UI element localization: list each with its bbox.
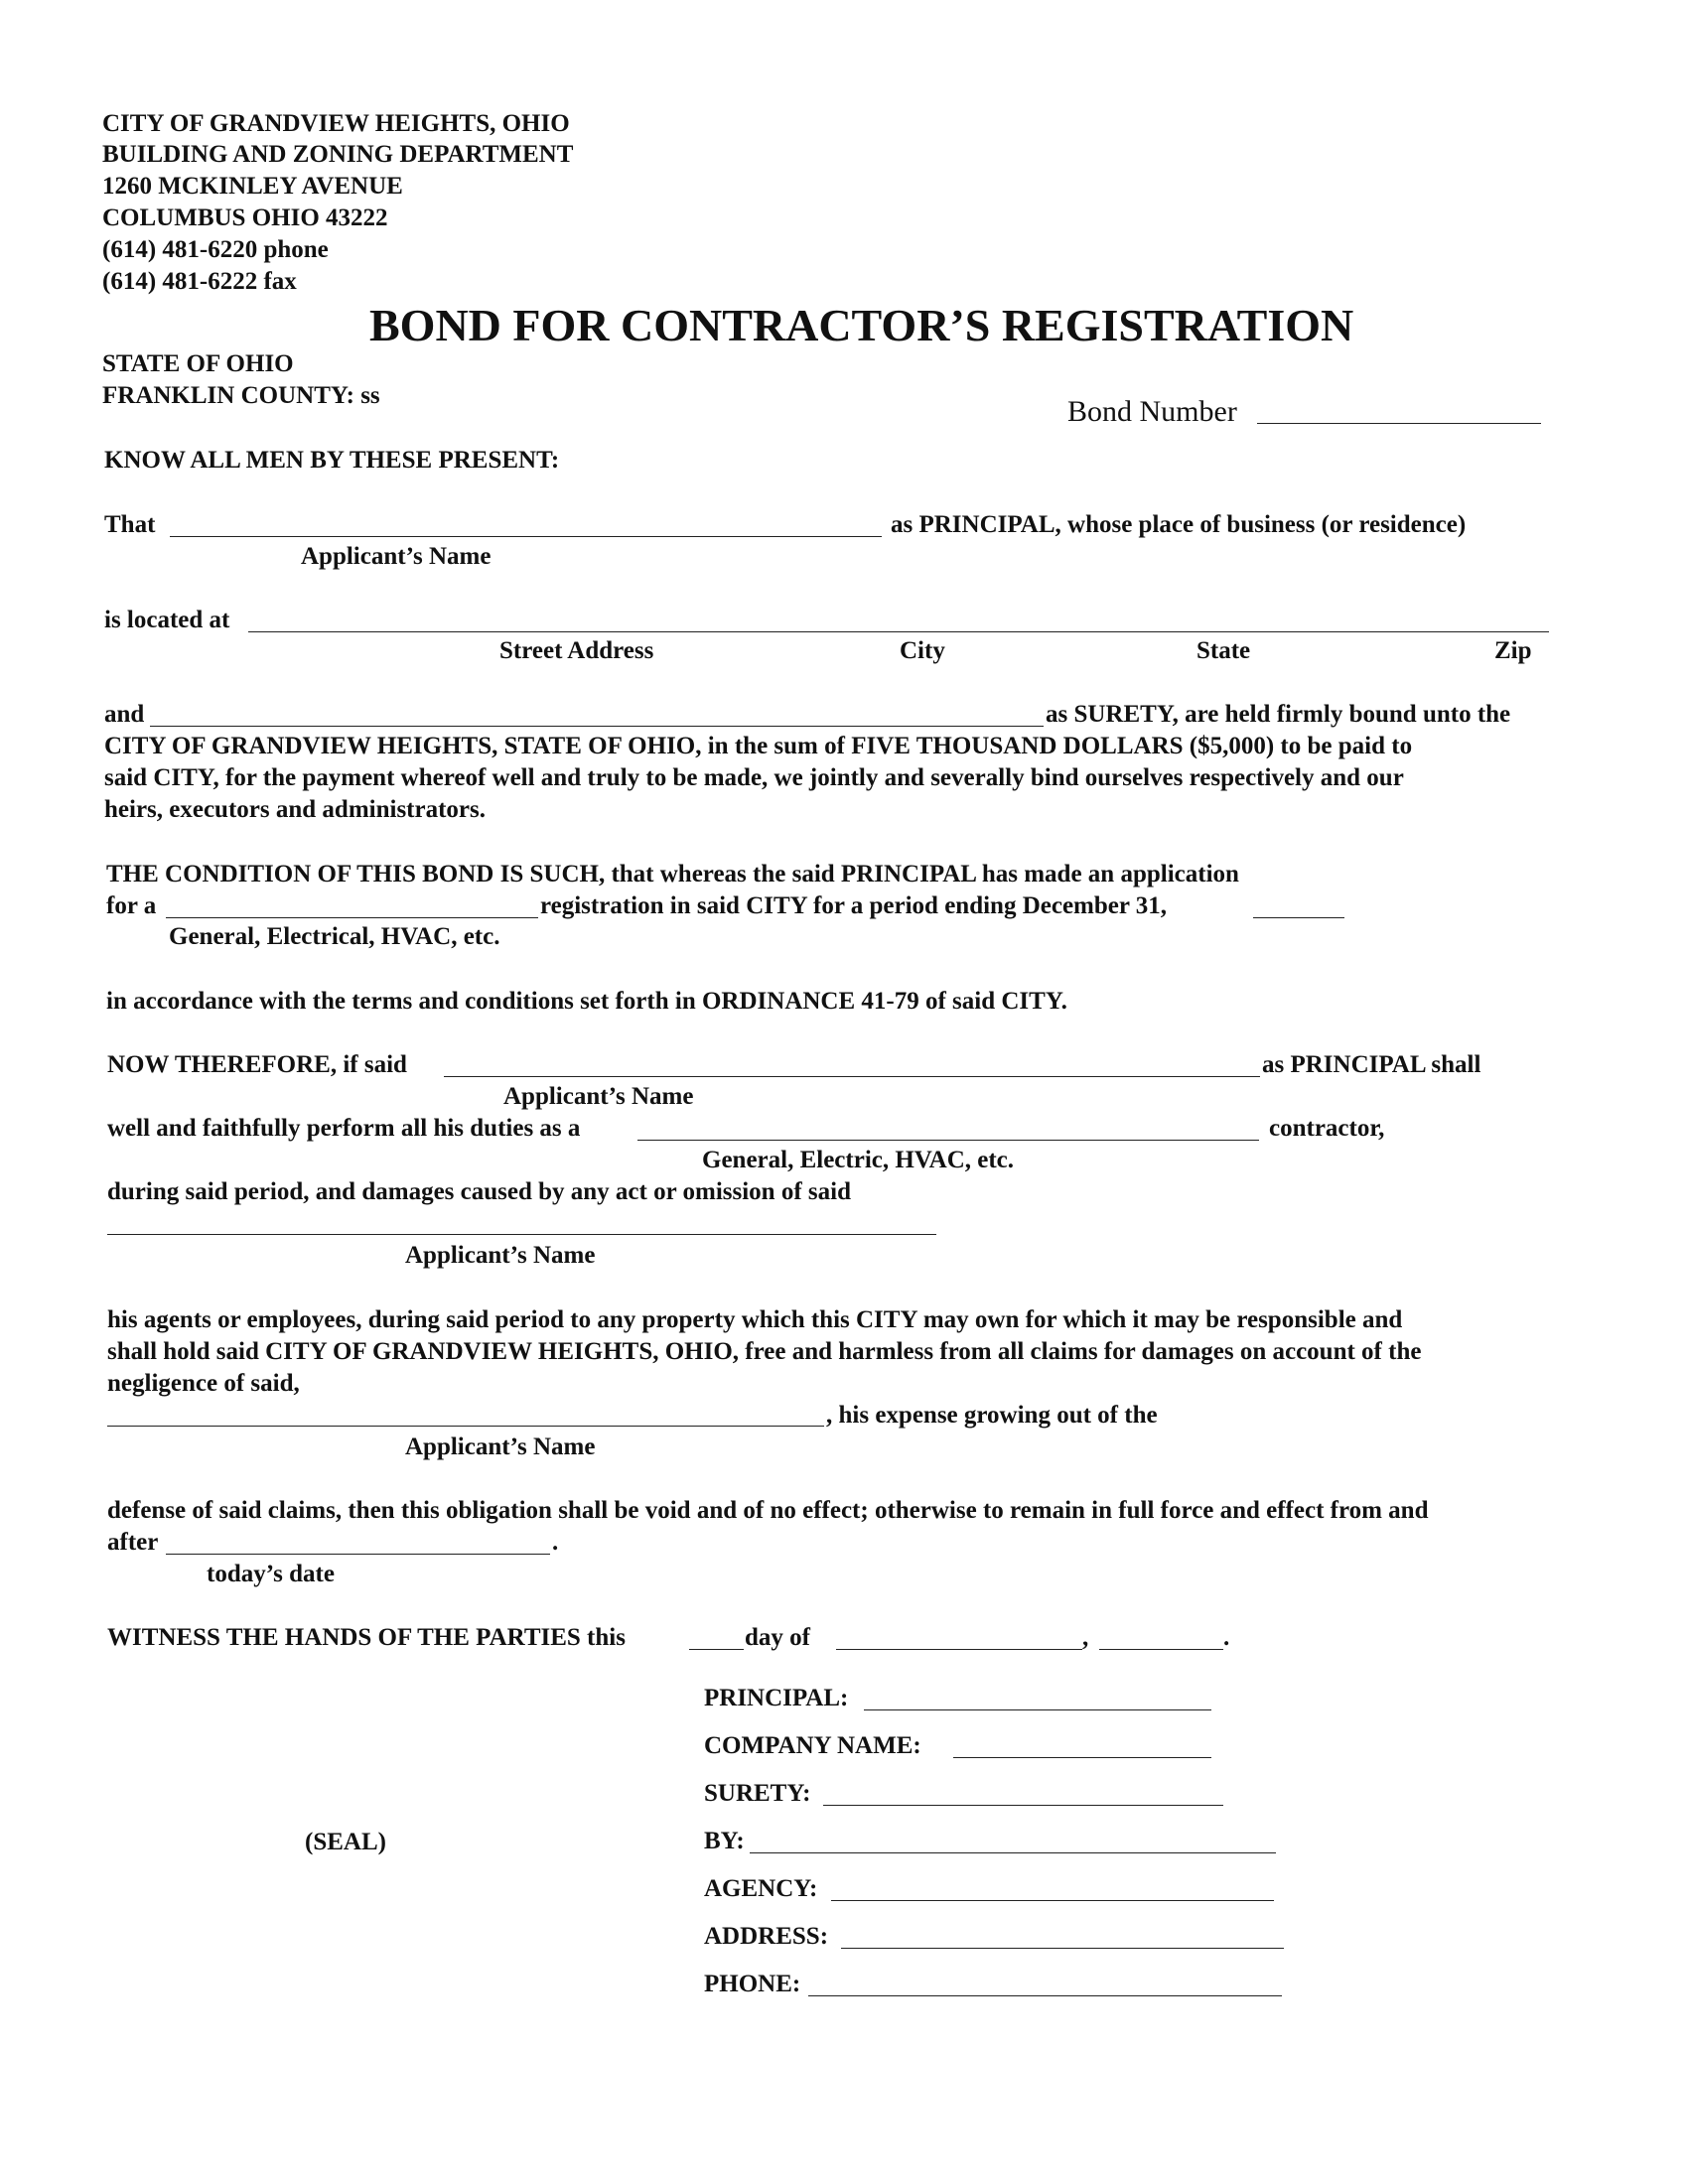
contractor-type-caption: General, Electric, HVAC, etc.: [702, 1147, 1015, 1173]
defense-text: defense of said claims, then this obligation shall be void and of no effect; otherwise to remain in full force and effect from and: [107, 1497, 1429, 1524]
phone-sig-line: [808, 1995, 1282, 1996]
for-a-label: for a: [106, 892, 157, 919]
contractor-type-line: [637, 1140, 1259, 1141]
surety-text-line-2: said CITY, for the payment whereof well and truly to be made, we jointly and severally bind ourselves respectively and our: [104, 764, 1404, 791]
phone-sig-label: PHONE:: [704, 1971, 801, 1997]
principal-name-field[interactable]: [174, 508, 879, 534]
now-therefore-text: NOW THEREFORE, if said: [107, 1051, 407, 1078]
witness-year-field[interactable]: [1102, 1621, 1221, 1647]
negligence-applicant-caption: Applicant’s Name: [405, 1433, 596, 1460]
witness-comma: ,: [1082, 1624, 1089, 1651]
header-department: BUILDING AND ZONING DEPARTMENT: [102, 141, 574, 168]
address-field[interactable]: [253, 604, 1544, 629]
and-label: and: [104, 701, 145, 728]
after-date-field[interactable]: [169, 1526, 546, 1552]
that-label: That: [104, 511, 156, 538]
witness-month-field[interactable]: [839, 1621, 1079, 1647]
well-and-faithfully-text: well and faithfully perform all his duties as a: [107, 1115, 581, 1142]
omission-applicant-caption: Applicant’s Name: [405, 1242, 596, 1269]
during-text: during said period, and damages caused by any act or omission of said: [107, 1178, 851, 1205]
registration-type-field[interactable]: [169, 889, 534, 915]
street-address-caption: Street Address: [499, 637, 654, 664]
agents-text-line-3: negligence of said,: [107, 1370, 300, 1397]
his-expense-text: , his expense growing out of the: [826, 1402, 1158, 1429]
therefore-applicant-line: [444, 1076, 1260, 1077]
after-label: after: [107, 1529, 159, 1556]
located-at-label: is located at: [104, 607, 230, 633]
period-year-line: [1253, 917, 1344, 918]
header-city: CITY OF GRANDVIEW HEIGHTS, OHIO: [102, 110, 570, 137]
header-fax: (614) 481-6222 fax: [102, 268, 297, 295]
surety-sig-field[interactable]: [826, 1777, 1221, 1803]
negligence-applicant-field[interactable]: [109, 1398, 820, 1424]
contractor-label: contractor,: [1269, 1115, 1385, 1142]
witness-year-line: [1099, 1649, 1223, 1650]
witness-period: .: [1223, 1624, 1230, 1651]
company-name-line: [953, 1757, 1211, 1758]
omission-applicant-field[interactable]: [109, 1206, 933, 1232]
state-caption: State: [1196, 637, 1251, 664]
surety-text-line-3: heirs, executors and administrators.: [104, 796, 486, 823]
principal-sig-line: [864, 1709, 1211, 1710]
therefore-applicant-caption: Applicant’s Name: [503, 1083, 694, 1110]
ordinance-text: in accordance with the terms and conditions set forth in ORDINANCE 41-79 of said CITY.: [106, 988, 1067, 1015]
address-sig-field[interactable]: [844, 1920, 1282, 1946]
condition-text: THE CONDITION OF THIS BOND IS SUCH, that whereas the said PRINCIPAL has made an application: [106, 861, 1239, 887]
as-principal-text: as PRINCIPAL, whose place of business (or residence): [891, 511, 1467, 538]
surety-name-field[interactable]: [154, 698, 1040, 724]
agency-field[interactable]: [834, 1872, 1272, 1898]
principal-sig-label: PRINCIPAL:: [704, 1685, 849, 1711]
registration-type-line: [166, 917, 538, 918]
know-all-heading: KNOW ALL MEN BY THESE PRESENT:: [104, 447, 560, 474]
agents-text-line-1: his agents or employees, during said period to any property which this CITY may own for which it may be responsible and: [107, 1306, 1403, 1333]
city-caption: City: [900, 637, 945, 664]
bond-number-field[interactable]: [1261, 395, 1539, 421]
principal-name-line: [170, 536, 882, 537]
principal-sig-field[interactable]: [867, 1682, 1209, 1707]
address-sig-label: ADDRESS:: [704, 1923, 829, 1950]
witness-text: WITNESS THE HANDS OF THE PARTIES this: [107, 1624, 626, 1651]
agency-label: AGENCY:: [704, 1875, 818, 1902]
witness-month-line: [836, 1649, 1082, 1650]
registration-text: registration in said CITY for a period ending December 31,: [540, 892, 1168, 919]
address-sig-line: [841, 1948, 1284, 1949]
company-name-field[interactable]: [956, 1729, 1209, 1755]
header-street: 1260 MCKINLEY AVENUE: [102, 173, 403, 200]
surety-text-line-1: CITY OF GRANDVIEW HEIGHTS, STATE OF OHIO, in the sum of FIVE THOUSAND DOLLARS ($5,000) to be paid to: [104, 733, 1413, 759]
venue-county: FRANKLIN COUNTY: ss: [102, 382, 380, 409]
bond-number-line: [1257, 423, 1541, 424]
therefore-applicant-field[interactable]: [447, 1048, 1256, 1074]
witness-day-field[interactable]: [691, 1621, 742, 1647]
by-label: BY:: [704, 1828, 745, 1854]
contractor-type-field[interactable]: [640, 1112, 1256, 1138]
surety-sig-label: SURETY:: [704, 1780, 811, 1807]
applicant-name-caption: Applicant’s Name: [301, 543, 492, 570]
period-year-field[interactable]: [1255, 889, 1342, 915]
venue-state: STATE OF OHIO: [102, 350, 294, 377]
agents-text-line-2: shall hold said CITY OF GRANDVIEW HEIGHTS, OHIO, free and harmless from all claims for damages on account of the: [107, 1338, 1422, 1365]
surety-name-line: [150, 726, 1044, 727]
seal-label: (SEAL): [305, 1829, 386, 1855]
phone-sig-field[interactable]: [811, 1968, 1280, 1993]
bond-number-label: Bond Number: [1067, 395, 1237, 428]
todays-date-caption: today’s date: [207, 1561, 335, 1587]
after-period: .: [552, 1529, 559, 1556]
page-title: BOND FOR CONTRACTOR’S REGISTRATION: [369, 300, 1354, 350]
zip-caption: Zip: [1494, 637, 1532, 664]
registration-type-caption: General, Electrical, HVAC, etc.: [169, 923, 500, 950]
header-city-zip: COLUMBUS OHIO 43222: [102, 205, 388, 231]
by-field[interactable]: [753, 1825, 1274, 1850]
by-line: [750, 1852, 1276, 1853]
header-phone: (614) 481-6220 phone: [102, 236, 329, 263]
agency-line: [831, 1900, 1274, 1901]
witness-day-line: [689, 1649, 744, 1650]
surety-sig-line: [823, 1805, 1223, 1806]
negligence-applicant-line: [107, 1426, 824, 1427]
after-date-line: [166, 1554, 550, 1555]
day-of-text: day of: [745, 1624, 810, 1651]
company-name-label: COMPANY NAME:: [704, 1732, 921, 1759]
omission-applicant-line: [107, 1234, 936, 1235]
address-line: [248, 631, 1549, 632]
as-surety-text: as SURETY, are held firmly bound unto the: [1046, 701, 1511, 728]
as-principal-shall-text: as PRINCIPAL shall: [1262, 1051, 1481, 1078]
